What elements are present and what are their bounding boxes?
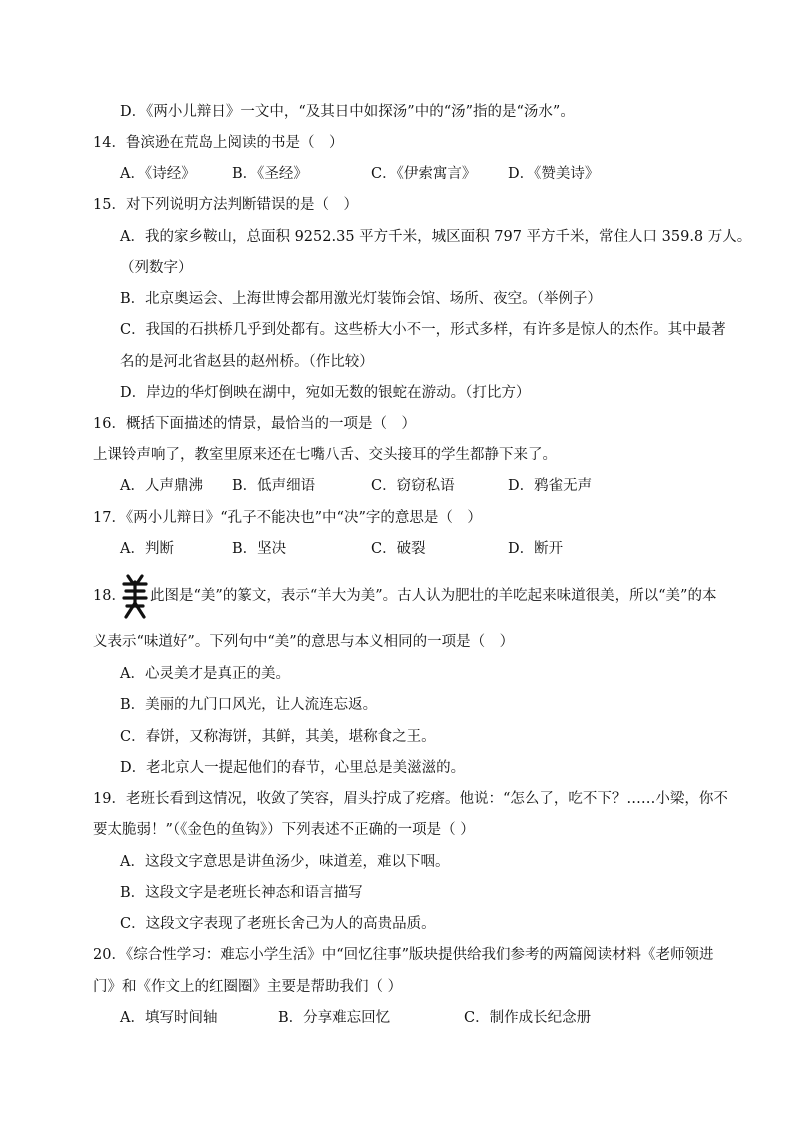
q16-passage: 上课铃声响了，教室里原来还在七嘴八舌、交头接耳的学生都静下来了。 bbox=[93, 447, 557, 463]
q18-stem-line1: 此图是“美”的篆文，表示“羊大为美”。古人认为肥壮的羊吃起来味道很美，所以“美”的本 bbox=[150, 588, 717, 604]
q20-stem-line1: 20．《综合性学习：难忘小学生活》中“回忆往事”版块提供给我们参考的两篇阅读材料《老师领进 bbox=[93, 947, 714, 963]
q20-option-c: C．制作成长纪念册 bbox=[464, 1010, 592, 1026]
q18-stem-line2: 义表示“味道好”。下列句中“美”的意思与本义相同的一项是（ ） bbox=[93, 634, 515, 650]
q16-option-b: B．低声细语 bbox=[232, 478, 316, 494]
q15-option-a-line2: （列数字） bbox=[120, 260, 193, 276]
q20-option-b: B．分享难忘回忆 bbox=[278, 1010, 391, 1026]
q14-option-b: B．《圣经》 bbox=[232, 166, 308, 182]
q14-stem: 14．鲁滨逊在荒岛上阅读的书是（ ） bbox=[93, 135, 344, 151]
q19-option-b: B．这段文字是老班长神态和语言描写 bbox=[120, 885, 363, 901]
q19-stem-line2: 要太脆弱！”（《金色的鱼钩》）下列表述不正确的一项是（ ） bbox=[93, 822, 475, 838]
q20-stem-line2: 门》和《作文上的红圈圈》主要是帮助我们（ ） bbox=[93, 979, 403, 995]
q14-option-a: A．《诗经》 bbox=[120, 166, 196, 182]
q15-option-b: B．北京奥运会、上海世博会都用激光灯装饰会馆、场所、夜空。（举例子） bbox=[120, 291, 602, 307]
q20-option-a: A．填写时间轴 bbox=[120, 1010, 218, 1026]
q16-option-d: D．鸦雀无声 bbox=[508, 478, 593, 494]
q18-number: 18． bbox=[93, 588, 126, 604]
q15-option-d: D．岸边的华灯倒映在湖中，宛如无数的银蛇在游动。（打比方） bbox=[120, 385, 531, 401]
q17-stem: 17．《两小儿辩日》“孔子不能决也”中“决”字的意思是（ ） bbox=[93, 510, 482, 526]
q15-option-a-line1: A．我的家乡鞍山，总面积 9252.35 平方千米，城区面积 797 平方千米，常住人口 359.8 万人。 bbox=[120, 229, 752, 245]
q15-option-c-line2: 名的是河北省赵县的赵州桥。（作比较） bbox=[120, 354, 374, 370]
q17-option-a: A．判断 bbox=[120, 541, 174, 557]
q13-option-d: D．《两小儿辩日》一文中，“及其日中如探汤”中的“汤”指的是“汤水”。 bbox=[120, 104, 575, 120]
q16-option-a: A．人声鼎沸 bbox=[120, 478, 203, 494]
q15-stem: 15．对下列说明方法判断错误的是（ ） bbox=[93, 197, 358, 213]
q17-option-c: C．破裂 bbox=[371, 541, 426, 557]
q19-stem-line1: 19．老班长看到这情况，收敛了笑容，眉头拧成了疙瘩。他说：“怎么了，吃不下？……小梁，你不 bbox=[93, 791, 728, 807]
q17-option-d: D．断开 bbox=[508, 541, 564, 557]
q14-option-d: D．《赞美诗》 bbox=[508, 166, 600, 182]
q18-option-d: D．老北京人一提起他们的春节，心里总是美滋滋的。 bbox=[120, 760, 466, 776]
q19-option-c: C．这段文字表现了老班长舍己为人的高贵品质。 bbox=[120, 916, 436, 932]
q15-option-c-line1: C．我国的石拱桥几乎到处都有。这些桥大小不一，形式多样，有许多是惊人的杰作。其中最著 bbox=[120, 322, 726, 338]
seal-script-mei-icon bbox=[120, 573, 150, 621]
q18-option-b: B．美丽的九门口风光，让人流连忘返。 bbox=[120, 697, 378, 713]
q18-option-c: C．春饼，又称海饼，其鲜，其美，堪称食之王。 bbox=[120, 729, 436, 745]
q16-option-c: C．窃窃私语 bbox=[371, 478, 455, 494]
q16-stem: 16．概括下面描述的情景，最恰当的一项是（ ） bbox=[93, 416, 416, 432]
q17-option-b: B．坚决 bbox=[232, 541, 287, 557]
q19-option-a: A．这段文字意思是讲鱼汤少，味道差，难以下咽。 bbox=[120, 854, 450, 870]
q14-option-c: C．《伊索寓言》 bbox=[371, 166, 477, 182]
q18-option-a: A．心灵美才是真正的美。 bbox=[120, 666, 290, 682]
